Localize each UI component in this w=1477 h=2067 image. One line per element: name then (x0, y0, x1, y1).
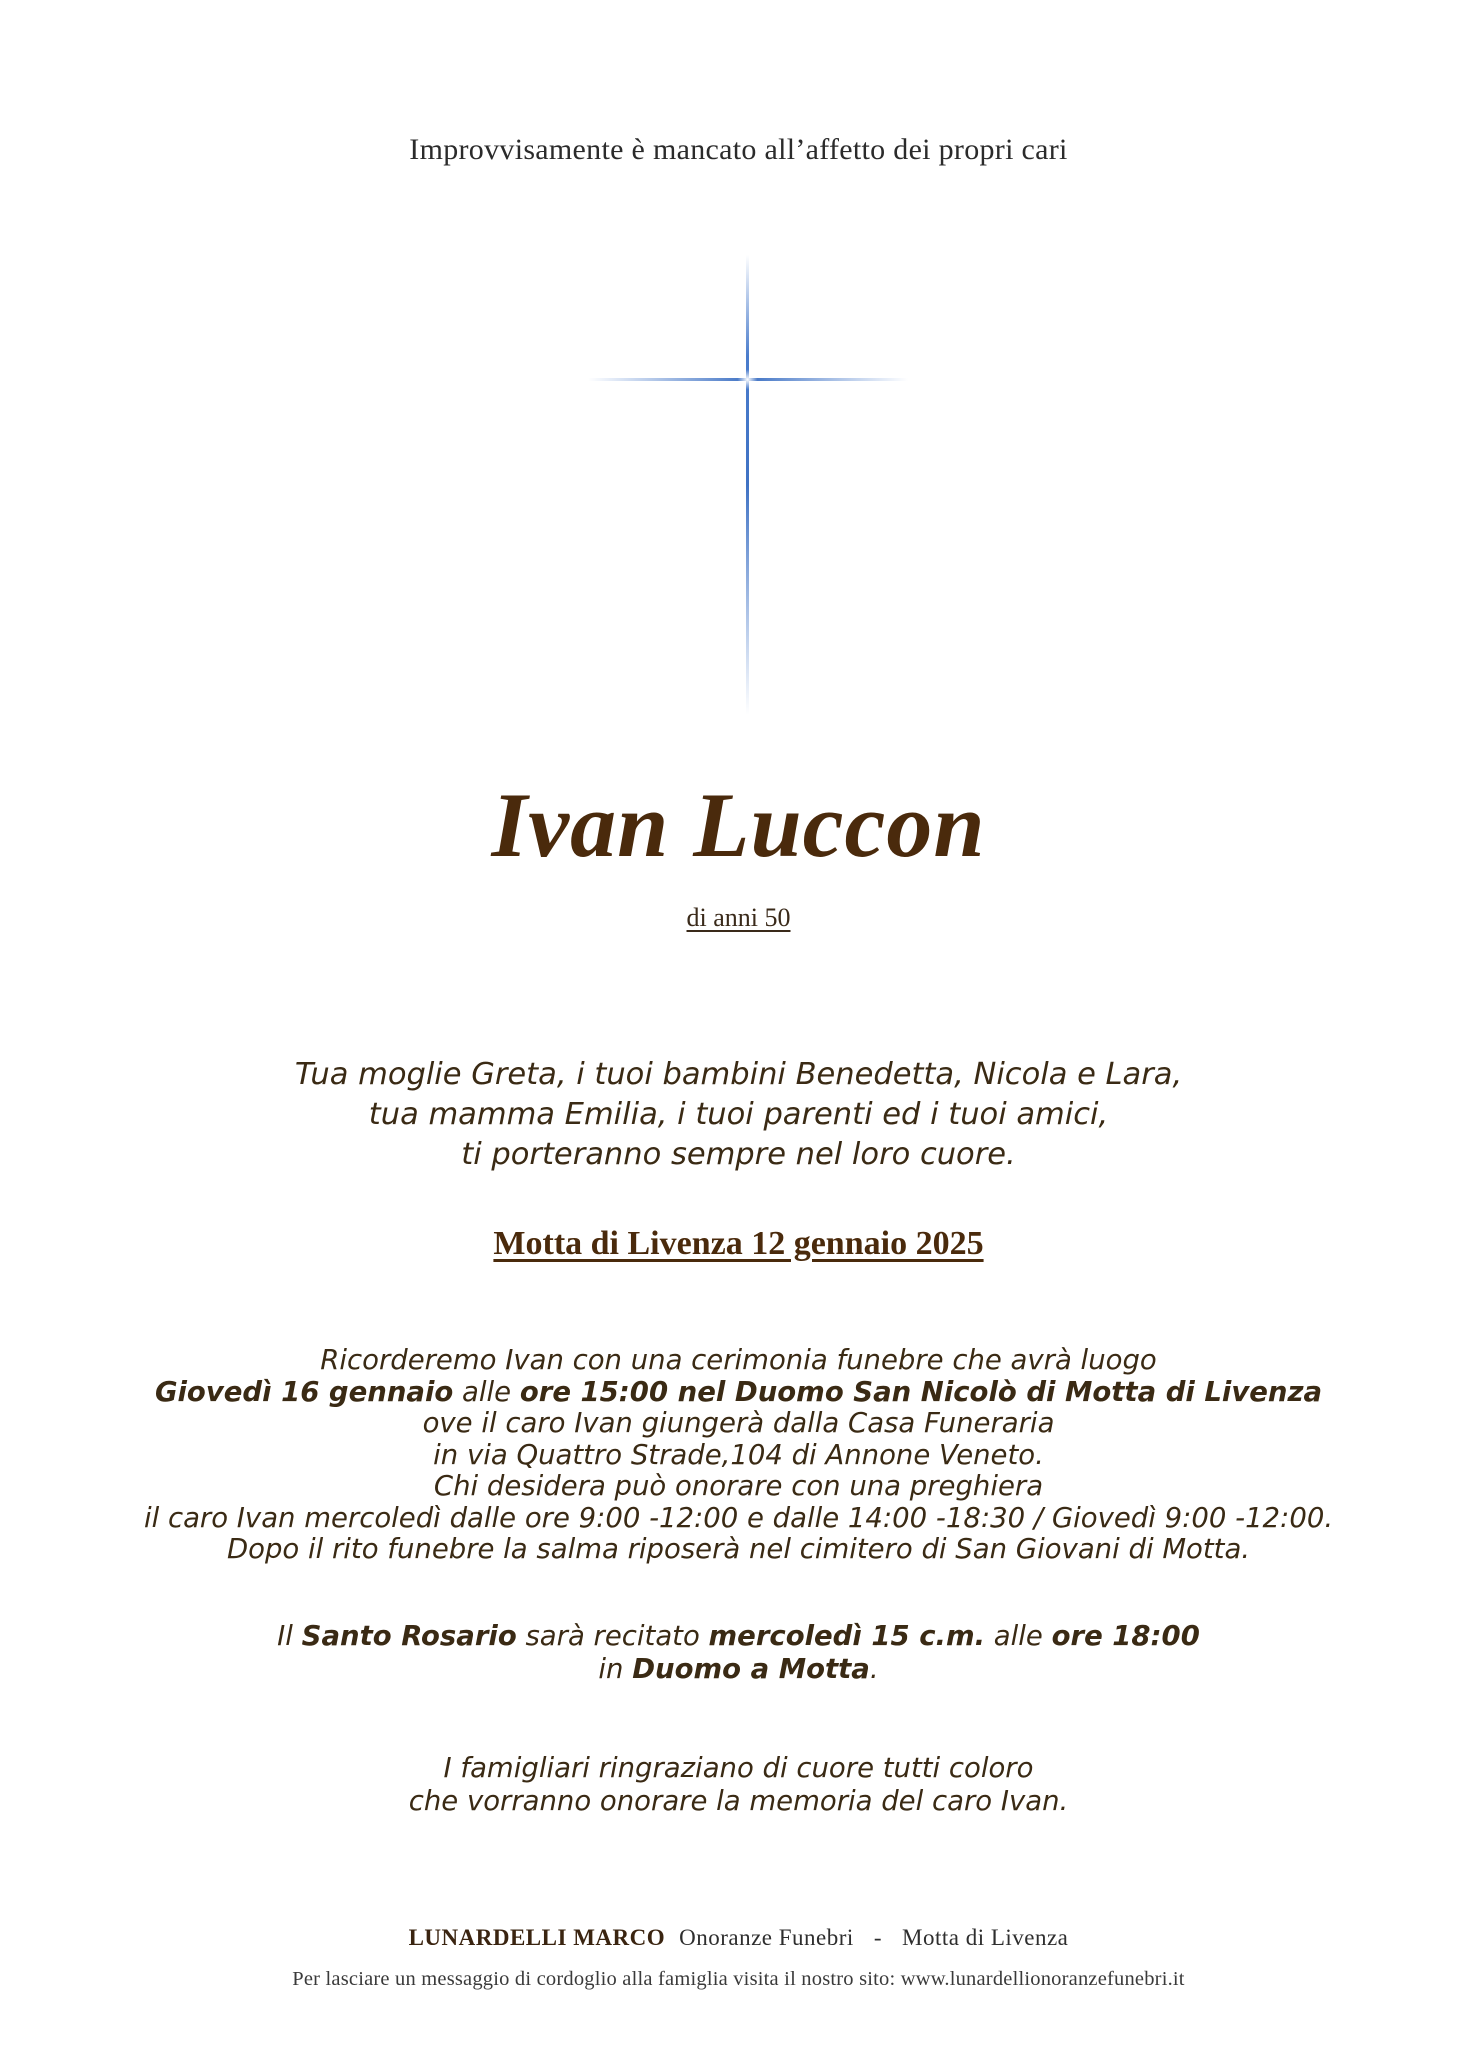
place-date-text: Motta di Livenza 12 gennaio 2025 (493, 1225, 984, 1262)
ceremony-date: Giovedì 16 gennaio (154, 1375, 454, 1408)
funeral-home-name: LUNARDELLI MARCO (408, 1925, 666, 1950)
family-message (0, 1055, 1477, 1175)
rosary-text: . (869, 1653, 879, 1685)
deceased-name: Ivan Luccon (491, 774, 986, 876)
place-date (0, 1225, 1477, 1263)
rosary-text: in (598, 1653, 633, 1685)
family-line: ti porteranno sempre nel loro cuore. (461, 1137, 1016, 1172)
ceremony-connector: alle (453, 1375, 520, 1408)
family-line: tua mamma Emilia, i tuoi parenti ed i tuoi amici, (368, 1097, 1109, 1132)
funeral-home-line (0, 1925, 1477, 1951)
rosary-notice (0, 1620, 1477, 1686)
thanks-line: che vorranno onorare la memoria del caro Ivan. (408, 1785, 1069, 1817)
funeral-home-service: Onoranze Funebri (679, 1925, 854, 1950)
rosary-line (0, 1653, 1477, 1686)
rosary-text: alle (985, 1620, 1052, 1652)
family-line: Tua moglie Greta, i tuoi bambini Benedetta, Nicola e Lara, (294, 1057, 1183, 1092)
thanks-line: I famigliari ringraziano di cuore tutti coloro (443, 1752, 1034, 1784)
rosary-text: sarà recitato (516, 1620, 709, 1652)
intro-text: Improvvisamente è mancato all’affetto dei propri cari (409, 133, 1068, 166)
ceremony-line: il caro Ivan mercoledì dalle ore 9:00 -12:00 e dalle 14:00 -18:30 / Giovedì 9:00 -12:00. (143, 1501, 1334, 1534)
deceased-age (0, 903, 1477, 933)
funeral-home-town: Motta di Livenza (902, 1925, 1069, 1950)
ceremony-line: Ricorderemo Ivan con una cerimonia funebre che avrà luogo (320, 1344, 1157, 1376)
ceremony-line: Chi desidera può onorare con una preghiera (433, 1470, 1044, 1502)
age-text: di anni 50 (686, 903, 791, 932)
condolence-message: Per lasciare un messaggio di cordoglio alla famiglia visita il nostro sito: www.lunardellionoranzefunebri.it (292, 1968, 1185, 1990)
rosary-prefix: Il (277, 1620, 302, 1652)
ceremony-time-place: ore 15:00 nel Duomo San Nicolò di Motta di Livenza (519, 1375, 1323, 1408)
rosary-time: ore 18:00 (1051, 1620, 1200, 1652)
rosary-line (0, 1620, 1477, 1653)
rosary-place: Duomo a Motta (632, 1653, 870, 1685)
ceremony-details (0, 1345, 1477, 1566)
rosary-title: Santo Rosario (301, 1620, 517, 1652)
ceremony-line: Dopo il rito funebre la salma riposerà nel cimitero di San Giovani di Motta. (226, 1533, 1251, 1565)
rosary-date: mercoledì 15 c.m. (708, 1620, 986, 1652)
ceremony-line (0, 1377, 1477, 1409)
cross-icon (588, 255, 908, 715)
thanks-message (0, 1752, 1477, 1818)
ceremony-line: in via Quattro Strade,104 di Annone Veneto. (433, 1438, 1044, 1471)
footer-separator: - (873, 1925, 882, 1950)
ceremony-line: ove il caro Ivan giungerà dalla Casa Funeraria (422, 1407, 1055, 1439)
